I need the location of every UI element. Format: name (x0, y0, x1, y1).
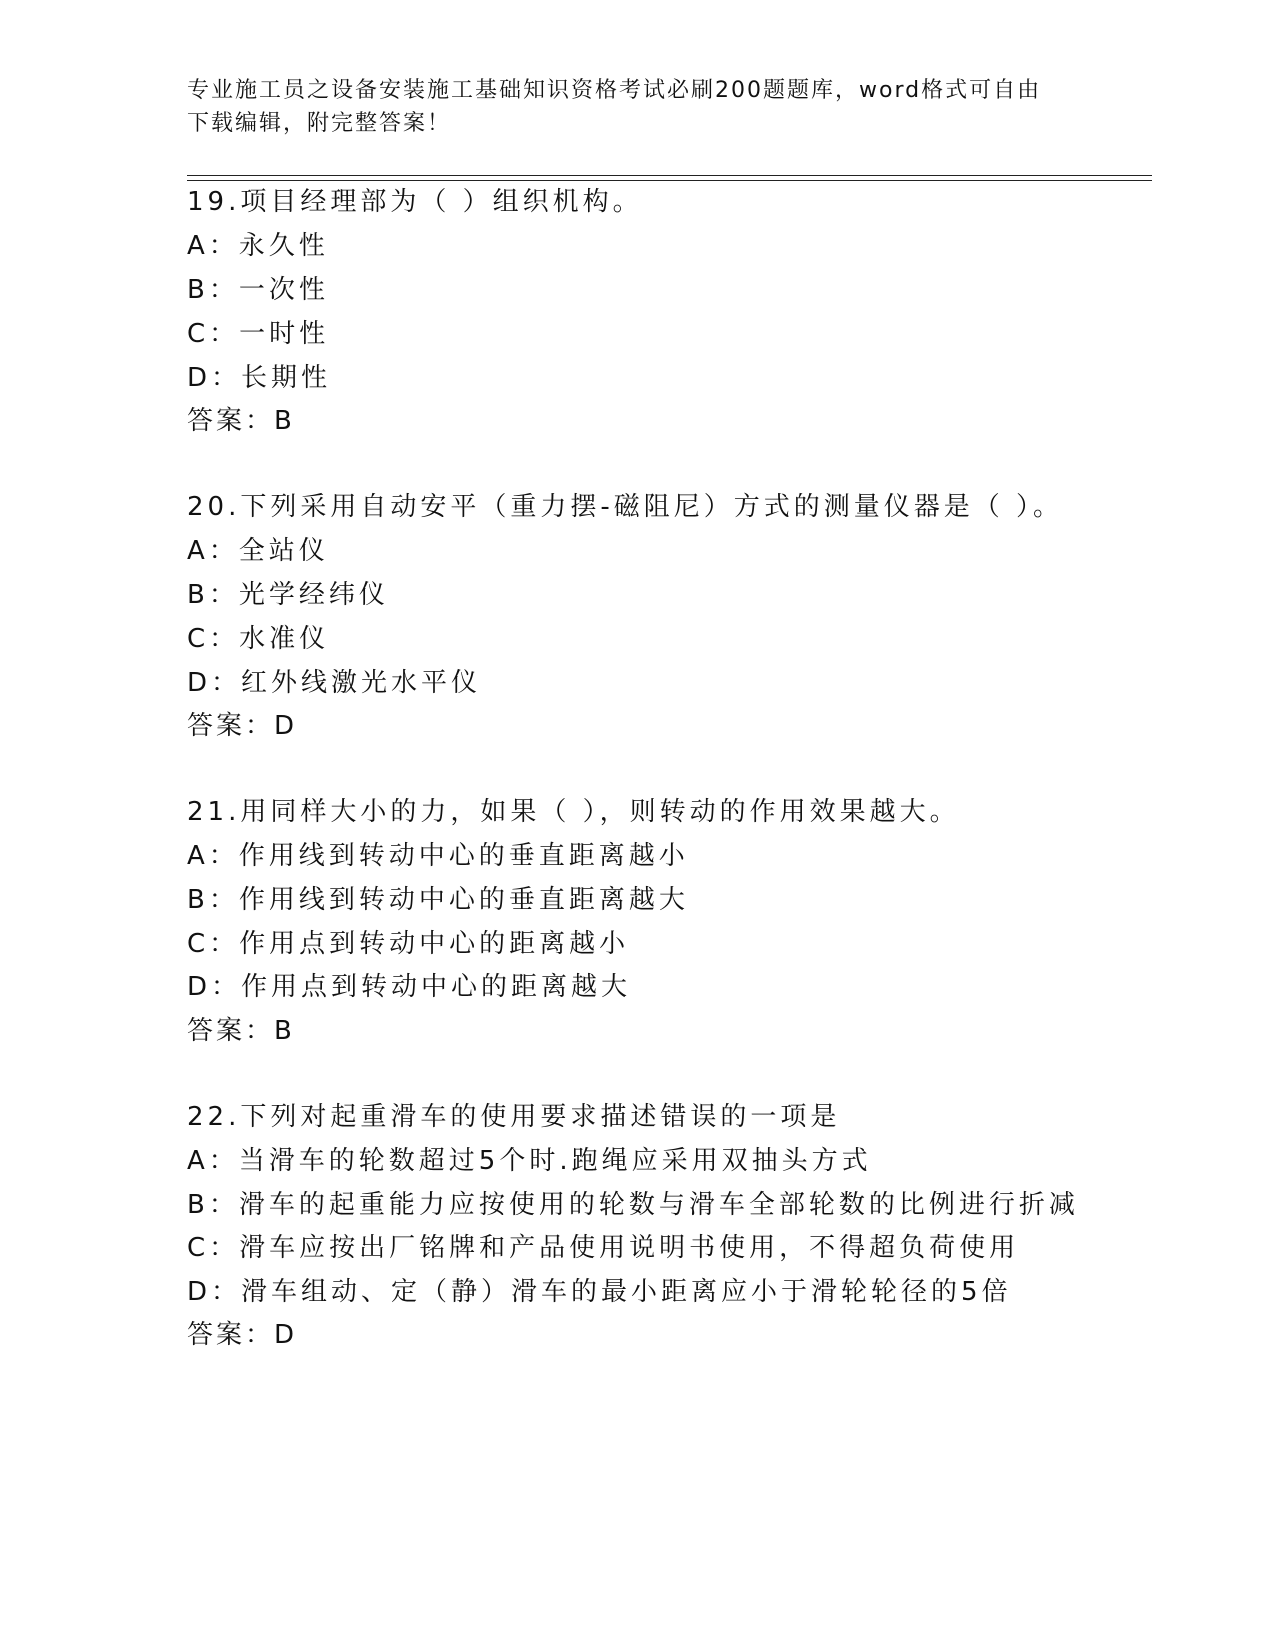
option-c: C：作用点到转动中心的距离越小 (187, 929, 630, 959)
question-stem: 22.下列对起重滑车的使用要求描述错误的一项是 (187, 1102, 841, 1132)
header-divider-top (187, 175, 1152, 176)
document-header (187, 74, 1067, 140)
option-a: A：全站仪 (187, 536, 329, 566)
option-a: A：当滑车的轮数超过5个时.跑绳应采用双抽头方式 (187, 1146, 872, 1176)
option-b: B：一次性 (187, 275, 329, 305)
header-line-2: 下载编辑，附完整答案！ (187, 111, 452, 136)
answer: 答案：B (187, 1016, 295, 1046)
option-a: A：永久性 (187, 231, 329, 261)
option-b: B：光学经纬仪 (187, 580, 389, 610)
option-d: D：滑车组动、定（静）滑车的最小距离应小于滑轮轮径的5倍 (187, 1277, 1012, 1307)
option-b: B：滑车的起重能力应按使用的轮数与滑车全部轮数的比例进行折减 (187, 1190, 1079, 1220)
answer: 答案：B (187, 406, 295, 436)
question-stem: 19.项目经理部为（ ）组织机构。 (187, 187, 643, 217)
option-c: C：滑车应按出厂铭牌和产品使用说明书使用，不得超负荷使用 (187, 1233, 1020, 1263)
option-a: A：作用线到转动中心的垂直距离越小 (187, 841, 689, 871)
option-d: D：长期性 (187, 363, 332, 393)
answer: 答案：D (187, 711, 298, 741)
option-c: C：水准仪 (187, 624, 330, 654)
option-d: D：红外线激光水平仪 (187, 668, 482, 698)
header-divider-bottom (187, 180, 1152, 181)
question-stem: 20.下列采用自动安平（重力摆-磁阻尼）方式的测量仪器是（ ）。 (187, 492, 1063, 522)
question-stem: 21.用同样大小的力，如果（ ），则转动的作用效果越大。 (187, 797, 960, 827)
option-c: C：一时性 (187, 319, 330, 349)
answer: 答案：D (187, 1320, 298, 1350)
header-line-1: 专业施工员之设备安装施工基础知识资格考试必刷200题题库，word格式可自由 (187, 78, 1042, 103)
option-b: B：作用线到转动中心的垂直距离越大 (187, 885, 689, 915)
option-d: D：作用点到转动中心的距离越大 (187, 972, 632, 1002)
